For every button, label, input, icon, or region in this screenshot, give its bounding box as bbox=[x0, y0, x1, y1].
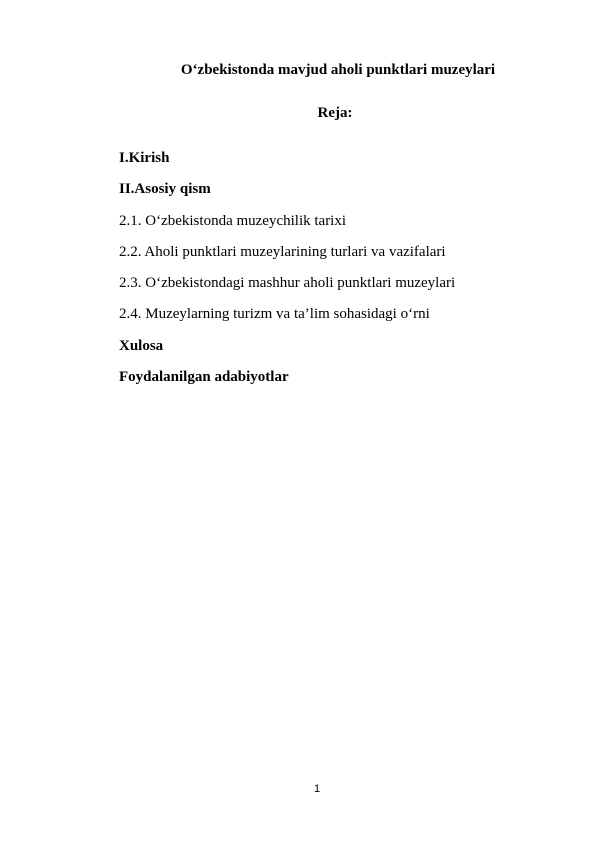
toc-item-conclusion: Xulosa bbox=[119, 337, 164, 354]
toc-item-2-2: 2.2. Aholi punktlari muzeylarining turlari va vazifalari bbox=[119, 243, 446, 260]
toc-item-2-4: 2.4. Muzeylarning turizm va ta’lim sohasidagi o‘rni bbox=[119, 306, 430, 323]
toc-item-references: Foydalanilgan adabiyotlar bbox=[119, 369, 289, 386]
plan-heading: Reja: bbox=[317, 105, 353, 121]
page-number: 1 bbox=[313, 783, 321, 795]
toc-item-2-3: 2.3. O‘zbekistondagi mashhur aholi punktlari muzeylari bbox=[119, 275, 456, 292]
toc-item-introduction: I.Kirish bbox=[119, 150, 170, 166]
table-of-contents bbox=[119, 149, 455, 399]
toc-item-main-part: II.Asosiy qism bbox=[119, 181, 211, 198]
document-title: O‘zbekistonda mavjud aholi punktlari muzeylari bbox=[180, 62, 496, 78]
toc-item-2-1: 2.1. O‘zbekistonda muzeychilik tarixi bbox=[119, 212, 347, 229]
